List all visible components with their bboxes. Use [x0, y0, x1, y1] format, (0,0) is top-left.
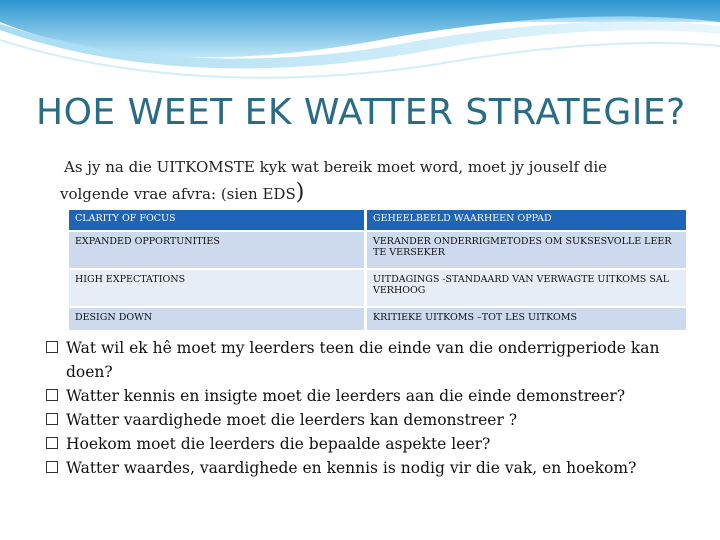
table-cell-left: HIGH EXPECTATIONS	[69, 270, 364, 306]
list-item	[46, 456, 686, 480]
list-item	[46, 432, 686, 456]
checkbox-bullet-icon	[46, 413, 58, 425]
intro-closing-paren: )	[295, 180, 305, 205]
table-cell-left: EXPANDED OPPORTUNITIES	[69, 232, 364, 268]
table-cell-left: DESIGN DOWN	[69, 308, 364, 330]
question-text: Watter waardes, vaardighede en kennis is nodig vir die vak, en hoekom?	[66, 459, 637, 477]
table-row	[69, 308, 686, 330]
table-cell-left: CLARITY OF FOCUS	[69, 210, 364, 230]
table-row	[69, 270, 686, 306]
intro-line-2: volgende vrae afvra: (sien EDS	[60, 185, 296, 203]
checkbox-bullet-icon	[46, 341, 58, 353]
checkbox-bullet-icon	[46, 389, 58, 401]
question-text: Watter kennis en insigte moet die leerders aan die einde demonstreer?	[66, 387, 626, 405]
slide-title: HOE WEET EK WATTER STRATEGIE?	[36, 92, 686, 133]
table-cell-right: VERANDER ONDERRIGMETODES OM SUKSESVOLLE LEER TE VERSEKER	[367, 232, 686, 268]
question-text: Watter vaardighede moet die leerders kan demonstreer ?	[66, 411, 518, 429]
checkbox-bullet-icon	[46, 437, 58, 449]
table-row	[69, 232, 686, 268]
table-cell-right: KRITIEKE UITKOMS –TOT LES UITKOMS	[367, 308, 686, 330]
intro-line-2-wrapper	[60, 180, 664, 207]
table-cell-right: UITDAGINGS -STANDAARD VAN VERWAGTE UITKOMS SAL VERHOOG	[367, 270, 686, 306]
table-row	[69, 210, 686, 230]
focus-table	[66, 208, 689, 332]
question-text: Hoekom moet die leerders die bepaalde aspekte leer?	[66, 435, 491, 453]
header-wave-decoration	[0, 0, 720, 90]
question-text: Wat wil ek hê moet my leerders teen die einde van die onderrigperiode kan doen?	[66, 339, 660, 381]
intro-line-1: As jy na die UITKOMSTE kyk wat bereik moet word, moet jy jouself die	[64, 158, 608, 176]
intro-text	[60, 155, 664, 207]
list-item	[46, 336, 686, 384]
table-cell-right: GEHEELBEELD WAARHEEN OPPAD	[367, 210, 686, 230]
list-item	[46, 384, 686, 408]
list-item	[46, 408, 686, 432]
question-list	[46, 336, 686, 480]
checkbox-bullet-icon	[46, 461, 58, 473]
